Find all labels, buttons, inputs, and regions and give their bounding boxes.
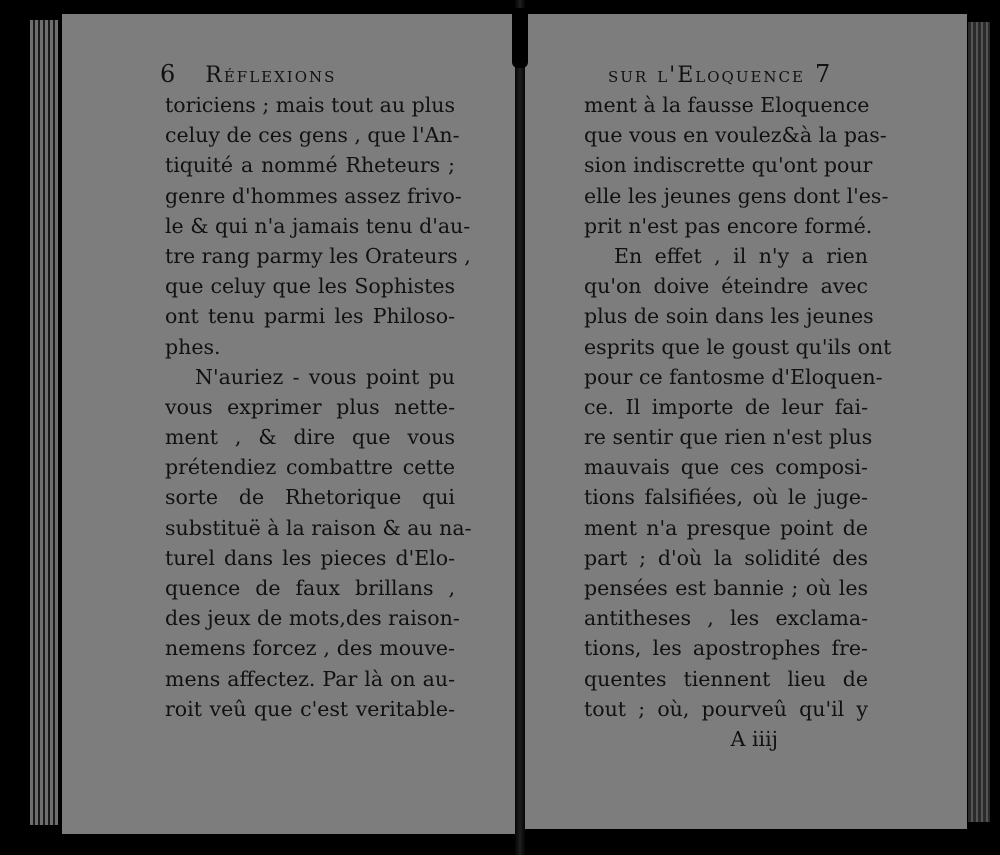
left-page-number: 6 [160, 60, 176, 88]
right-running-head [608, 60, 830, 88]
text-line: qu'on doive éteindre avec [584, 274, 868, 299]
right-page-edges [968, 22, 990, 822]
left-running-head [160, 60, 336, 88]
text-line: ment , & dire que vous [165, 425, 455, 450]
text-line: pour ce fantosme d'Eloquen- [584, 364, 883, 389]
text-line: le & qui n'a jamais tenu d'au- [165, 213, 471, 238]
right-page-text [584, 90, 892, 754]
text-line: vous exprimer plus nette- [165, 394, 455, 419]
text-line: substituë à la raison & au na- [165, 515, 472, 540]
text-line: sion indiscrette qu'ont pour [584, 153, 873, 178]
text-line: elle les jeunes gens dont l'es- [584, 183, 889, 208]
text-line: des jeux de mots,des raison- [165, 606, 460, 631]
left-page-text [165, 90, 472, 724]
text-line: ment à la fausse Eloquence [584, 93, 870, 117]
text-line: que vous en voulez&à la pas- [584, 123, 887, 148]
book-gutter [515, 0, 525, 855]
text-line: tions, les apostrophes fre- [584, 636, 868, 661]
text-line: esprits que le goust qu'ils ont [584, 334, 892, 359]
signature-mark: A iiij [730, 726, 778, 751]
text-line: plus de soin dans les jeunes [584, 304, 874, 329]
text-line: prétendiez combattre cette [165, 455, 455, 480]
text-line: antitheses , les exclama- [584, 606, 868, 631]
text-line: tre rang parmy les Orateurs , [165, 243, 471, 268]
text-line: tout ; où, pourveû qu'il y [584, 696, 868, 721]
text-line: mens affectez. Par là on au- [165, 666, 455, 691]
text-line: sorte de Rhetorique qui [165, 485, 455, 510]
text-line: ont tenu parmi les Philoso- [165, 304, 455, 329]
text-line: nemens forcez , des mouve- [165, 636, 455, 661]
text-line: prit n'est pas encore formé. [584, 213, 873, 238]
text-line: quence de faux brillans , [165, 576, 455, 600]
text-line: mauvais que ces composi- [584, 455, 868, 480]
text-line: ce. Il importe de leur fai- [584, 394, 868, 419]
text-line: celuy de ces gens , que l'An- [165, 123, 460, 148]
right-running-title: sur l'Eloquence [608, 63, 805, 88]
text-line: ment n'a presque point de [584, 515, 868, 540]
text-line: que celuy que les Sophistes [165, 274, 455, 299]
text-line: part ; d'où la solidité des [584, 545, 868, 570]
text-line: roit veû que c'est veritable- [165, 696, 455, 721]
text-line: En effet , il n'y a rien [614, 243, 868, 268]
left-page-edges [30, 20, 58, 825]
text-line: tions falsifiées, où le juge- [584, 485, 868, 510]
bookmark-ribbon [512, 8, 528, 68]
text-line: phes. [165, 334, 221, 359]
text-line: quentes tiennent lieu de [584, 666, 868, 691]
text-line: re sentir que rien n'est plus [584, 425, 873, 450]
text-line: pensées est bannie ; où les [584, 576, 868, 600]
text-line: toriciens ; mais tout au plus [165, 93, 455, 117]
text-line: genre d'hommes assez frivo- [165, 183, 462, 208]
right-page-number: 7 [814, 60, 831, 88]
text-line: turel dans les pieces d'Elo- [165, 545, 455, 570]
text-line: tiquité a nommé Rheteurs ; [165, 153, 455, 178]
left-running-title: Réflexions [205, 63, 337, 88]
text-line: N'auriez - vous point pu [195, 364, 455, 389]
